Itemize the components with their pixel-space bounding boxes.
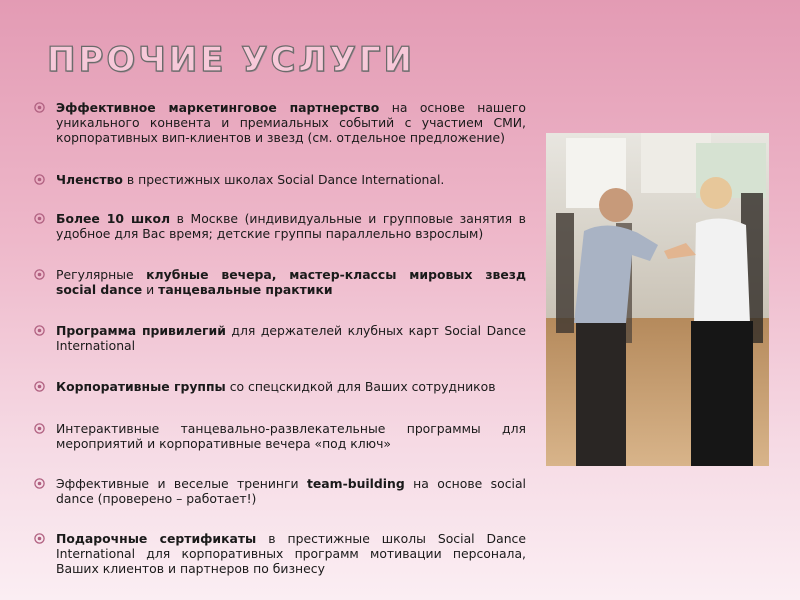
service-item [34,323,526,353]
service-item [34,476,526,506]
service-item-text: и [142,282,159,297]
target-bullet-icon [34,102,45,113]
service-item-text: Эффективные и веселые тренинги [56,476,307,491]
target-bullet-icon [34,423,45,434]
target-bullet-icon [34,325,45,336]
service-item [34,267,526,297]
target-bullet-icon [34,381,45,392]
service-item-emphasis: Корпоративные группы [56,379,226,394]
service-item-text: Интерактивные танцевально-развлекательные программы для мероприятий и корпоративные вечера «под ключ» [56,421,526,451]
service-item-text: на основе social dance (проверено – работает!) [56,476,527,506]
service-item-text: в престижные школы Social Dance International для корпоративных программ мотивации персонала, Ваших клиентов и партнеров по бизнесу [56,531,526,576]
service-item-text: для держателей клубных карт Social Dance International [56,323,527,353]
service-item [34,531,526,576]
service-item-text: на основе нашего уникального конвента и премиальных событий с участием СМИ, корпоративных вип-клиентов и звезд (см. отдельное предложение) [56,100,526,145]
service-item-emphasis: Более 10 школ [56,211,171,226]
target-bullet-icon [34,533,45,544]
target-bullet-icon [34,478,45,489]
service-item-text: в Москве (индивидуальные и групповые занятия в удобное для Вас время; детские группы параллельно взрослым) [56,211,526,241]
service-item [34,379,526,394]
target-bullet-icon [34,213,45,224]
service-item-emphasis: танцевальные практики [158,282,333,297]
photo-illustration [546,133,769,466]
slide-title: ПРОЧИЕ УСЛУГИ [47,40,416,80]
service-item [34,172,526,187]
service-item-text: со спецскидкой для Ваших сотрудников [225,379,496,394]
service-item [34,100,526,145]
service-item-text: в престижных школах Social Dance International. [122,172,445,187]
service-item-emphasis: Подарочные сертификаты [56,531,257,546]
service-item [34,211,526,241]
service-item-emphasis: клубные вечера, мастер-классы мировых звезд social dance [56,267,526,297]
target-bullet-icon [34,269,45,280]
service-item-emphasis: Программа привилегий [56,323,226,338]
dancing-couple-photo [546,133,769,466]
service-item-emphasis: Эффективное маркетинговое партнерство [56,100,380,115]
service-item [34,421,526,451]
target-bullet-icon [34,174,45,185]
service-item-emphasis: Членство [56,172,123,187]
service-item-text: Регулярные [56,267,147,282]
service-item-emphasis: team-building [306,476,405,491]
